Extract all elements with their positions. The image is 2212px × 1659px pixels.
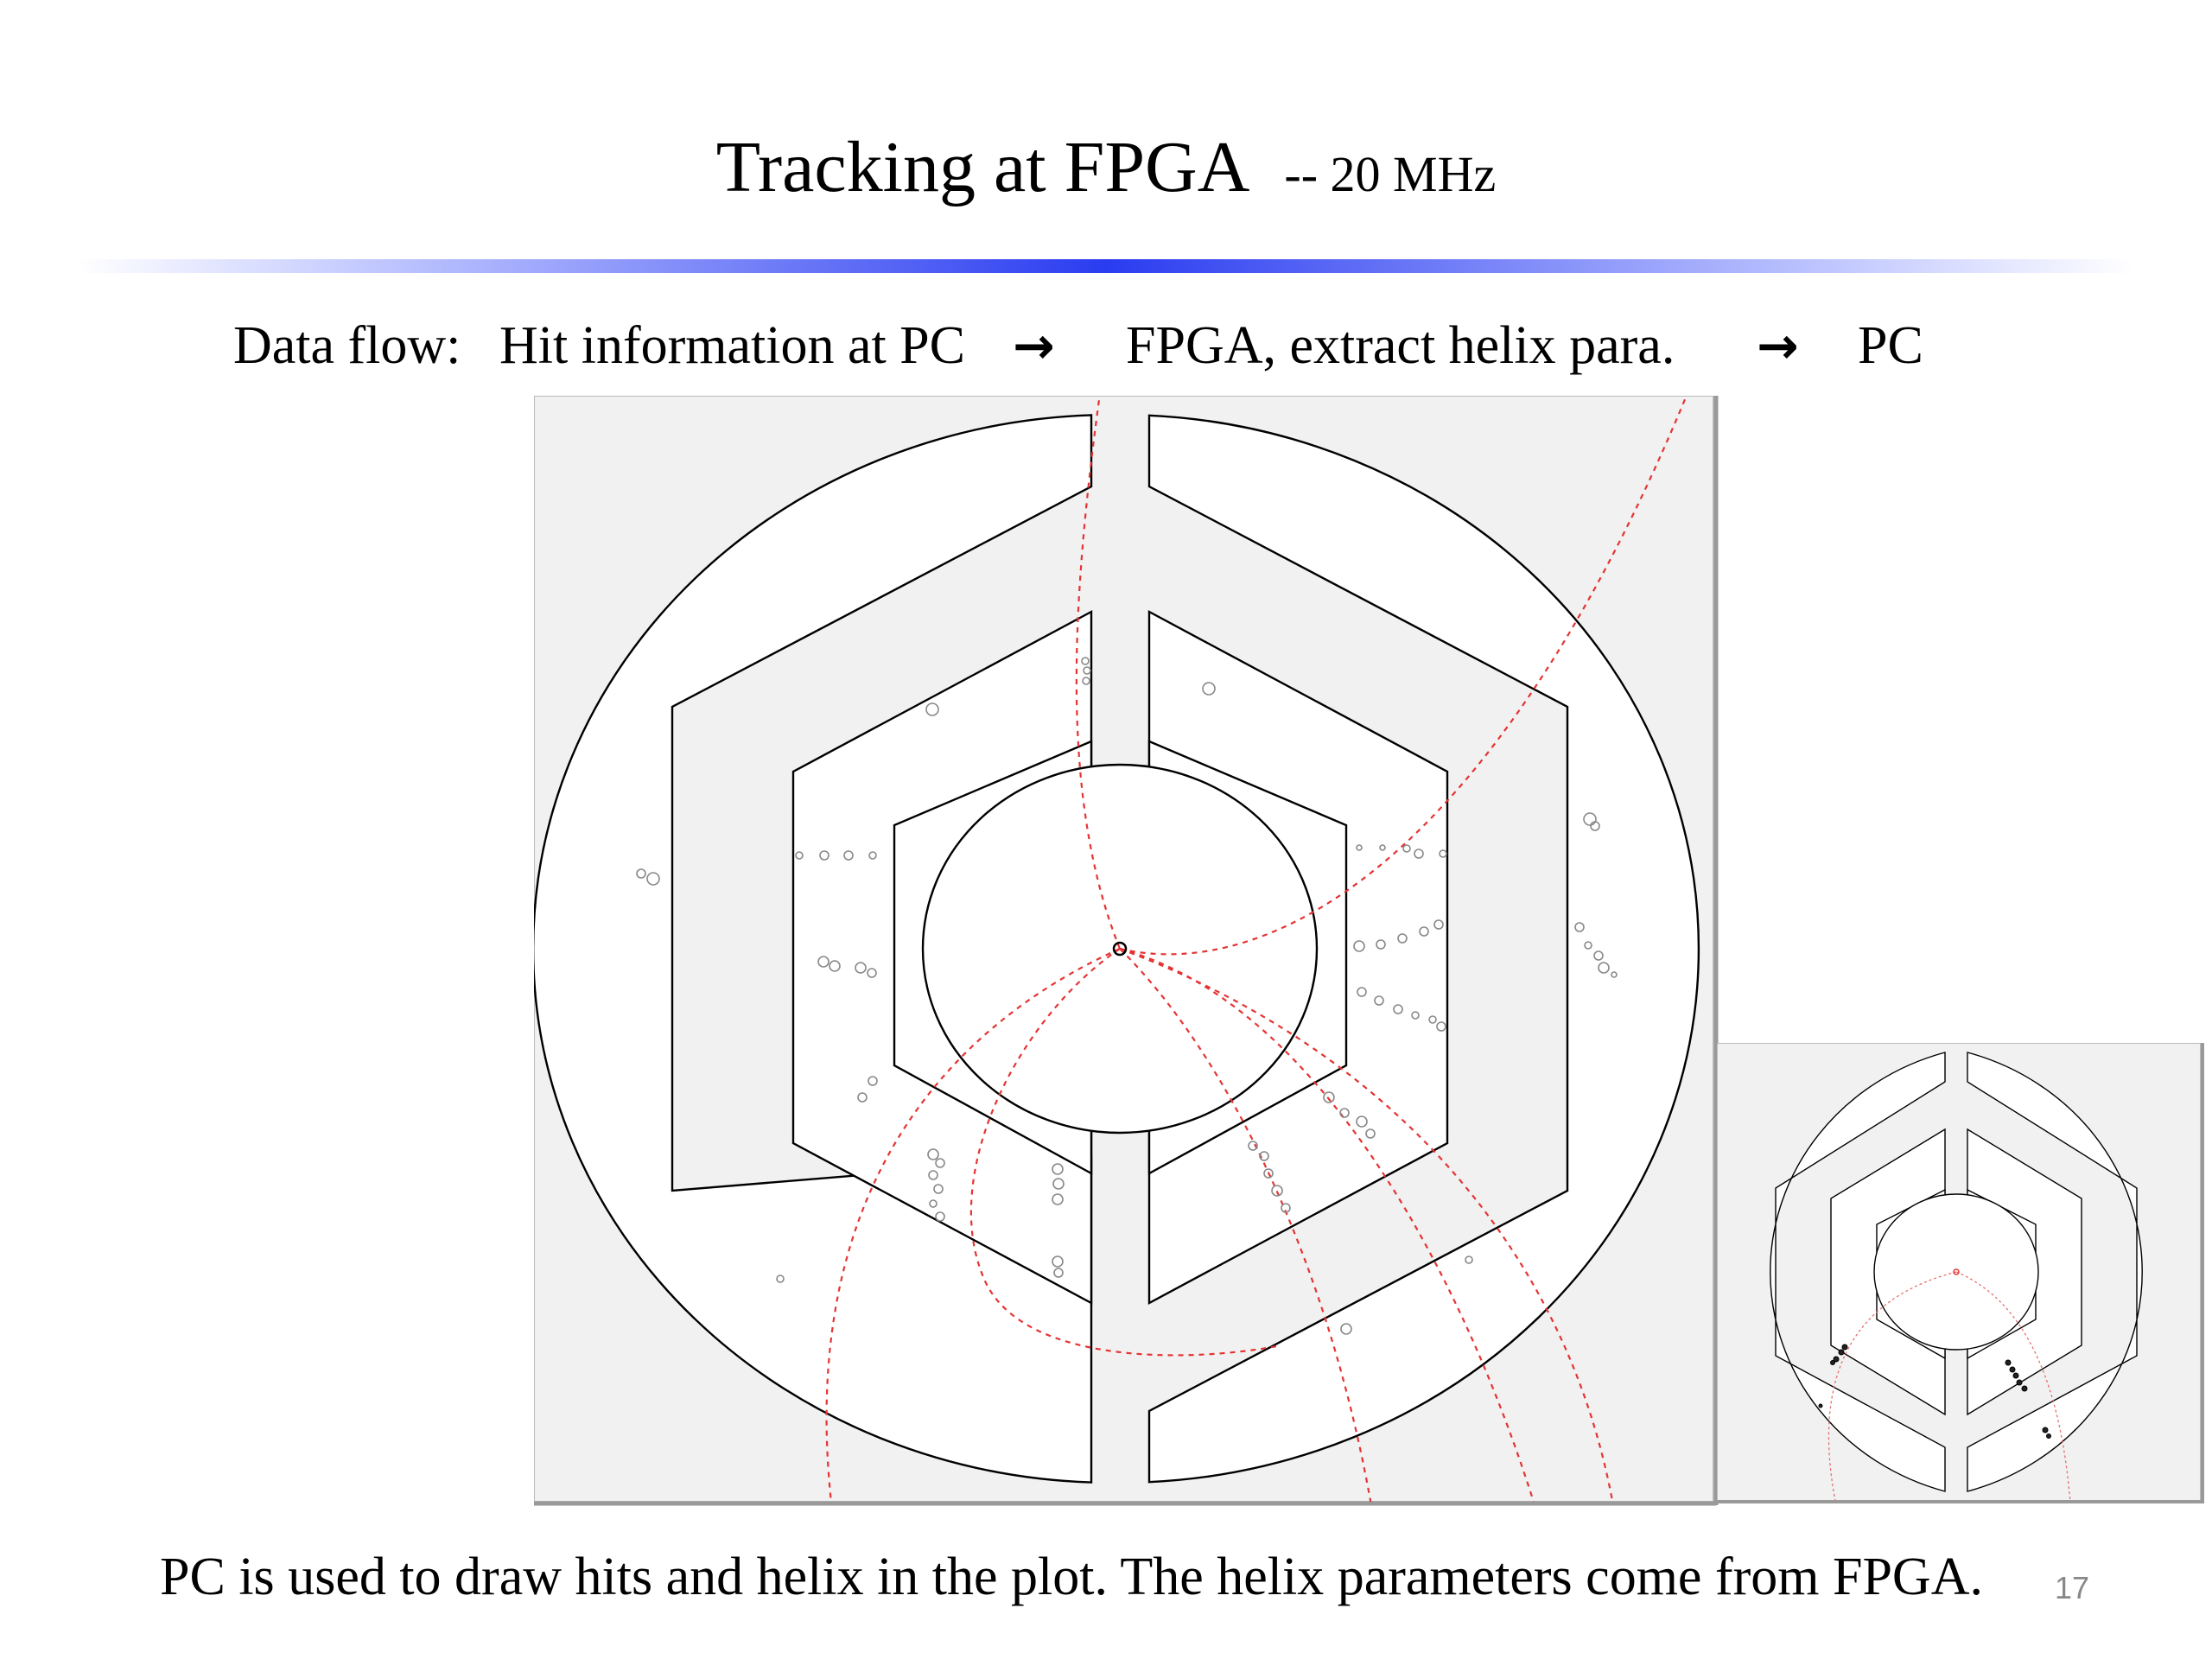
event-display-main [534,396,1719,1507]
flow-step-pc: PC [1858,316,1923,375]
slide-title [0,125,2212,209]
flow-step-fpga: FPGA, extract helix para. [1126,316,1675,375]
title-text: Tracking at FPGA [715,127,1250,207]
flow-step-hit-info: Hit information at PC [499,316,966,375]
title-suffix: -- 20 MHz [1284,146,1497,202]
event-display-inset [1717,1043,2206,1505]
arrow-right-icon: → [1757,316,1799,375]
slide-caption: PC is used to draw hits and helix in the plot. The helix parameters come from FPGA. [160,1548,1983,1606]
title-underline [78,259,2134,273]
flow-label: Data flow: [233,316,461,375]
page-number: 17 [2055,1570,2090,1605]
arrow-right-icon: → [1013,316,1055,375]
